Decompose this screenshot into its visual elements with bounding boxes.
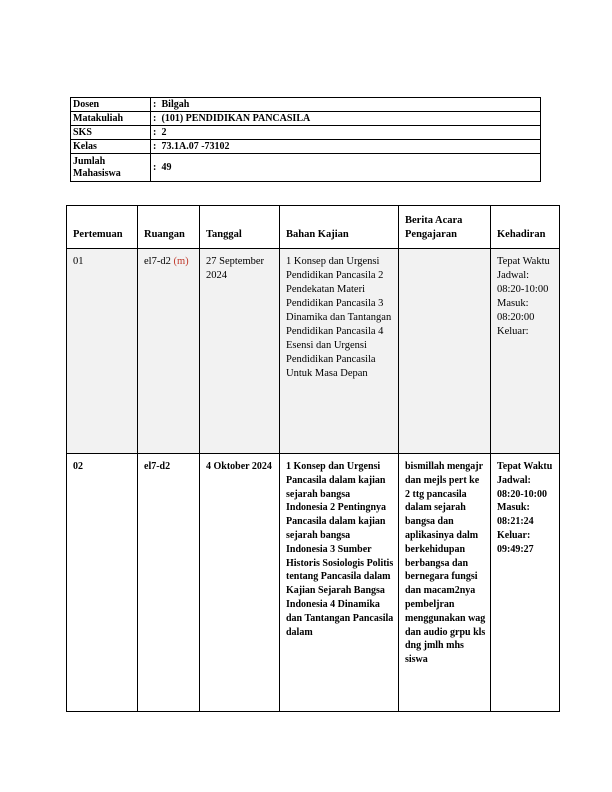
info-value: 2	[160, 126, 541, 140]
header-pertemuan: Pertemuan	[67, 206, 138, 249]
info-colon: :	[151, 112, 160, 126]
info-colon: :	[151, 140, 160, 154]
info-value: Bilgah	[160, 98, 541, 112]
info-colon: :	[151, 154, 160, 182]
course-info-table	[70, 97, 541, 182]
info-value: 49	[160, 154, 541, 182]
info-row-kelas	[71, 140, 541, 154]
table-row	[67, 454, 560, 712]
info-label: Kelas	[71, 140, 151, 154]
info-label: Dosen	[71, 98, 151, 112]
header-bahan-kajian: Bahan Kajian	[280, 206, 399, 249]
room-code: el7-d2	[144, 461, 171, 472]
cell-pertemuan: 01	[67, 249, 138, 454]
cell-kehadiran: Tepat Waktu Jadwal: 08:20-10:00 Masuk: 08:21:24 Keluar: 09:49:27	[491, 454, 560, 712]
info-label: Jumlah Mahasiswa	[71, 154, 151, 182]
cell-berita-acara: bismillah mengajr dan mejls pert ke 2 ttg pancasila dalam sejarah bangsa dan aplikasinya dalm berkehidupan berbangsa dan bernegara fungsi dan macam2nya pembeljran menggunakan wag dan audio grpu kls dng jmlh mhs siswa	[399, 454, 491, 712]
table-header-row	[67, 206, 560, 249]
cell-pertemuan: 02	[67, 454, 138, 712]
cell-ruangan	[138, 454, 200, 712]
header-tanggal: Tanggal	[200, 206, 280, 249]
info-value: 73.1A.07 -73102	[160, 140, 541, 154]
info-row-sks	[71, 126, 541, 140]
meeting-log-table	[66, 205, 560, 712]
info-row-dosen	[71, 98, 541, 112]
info-row-matakuliah	[71, 112, 541, 126]
cell-tanggal: 4 Oktober 2024	[200, 454, 280, 712]
header-berita-acara: Berita Acara Pengajaran	[399, 206, 491, 249]
cell-kehadiran: Tepat Waktu Jadwal: 08:20-10:00 Masuk: 08:20:00 Keluar:	[491, 249, 560, 454]
room-code: el7-d2	[144, 256, 171, 267]
cell-bahan-kajian: 1 Konsep dan Urgensi Pendidikan Pancasila 2 Pendekatan Materi Pendidikan Pancasila 3 Dinamika dan Tantangan Pendidikan Pancasila 4 Esensi dan Urgensi Pendidikan Pancasila Untuk Masa Depan	[280, 249, 399, 454]
header-ruangan: Ruangan	[138, 206, 200, 249]
cell-bahan-kajian: 1 Konsep dan Urgensi Pancasila dalam kajian sejarah bangsa Indonesia 2 Pentingnya Pancasila dalam kajian sejarah bangsa Indonesia 3 Sumber Historis Sosiologis Politis tentang Pancasila dalam Kajian Sejarah Bangsa Indonesia 4 Dinamika dan Tantangan Pancasila dalam	[280, 454, 399, 712]
info-colon: :	[151, 126, 160, 140]
info-label: SKS	[71, 126, 151, 140]
room-mark: (m)	[173, 256, 189, 267]
info-value: (101) PENDIDIKAN PANCASILA	[160, 112, 541, 126]
info-label: Matakuliah	[71, 112, 151, 126]
cell-tanggal: 27 September 2024	[200, 249, 280, 454]
info-row-jumlah	[71, 154, 541, 182]
info-colon: :	[151, 98, 160, 112]
header-kehadiran: Kehadiran	[491, 206, 560, 249]
table-row	[67, 249, 560, 454]
cell-berita-acara	[399, 249, 491, 454]
cell-ruangan	[138, 249, 200, 454]
